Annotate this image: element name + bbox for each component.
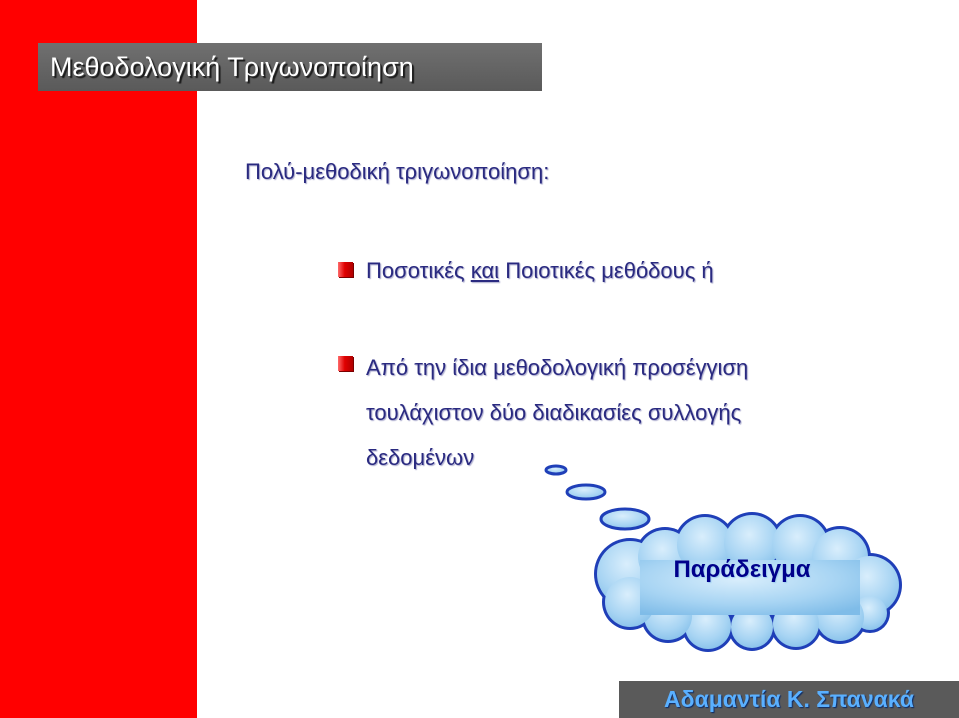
thought-bubble-medium	[567, 485, 605, 499]
callout-example-label[interactable]: Παράδειγμα	[673, 556, 811, 583]
slide-title: Μεθοδολογική Τριγωνοποίηση	[50, 51, 414, 82]
thought-bubble-small	[546, 466, 566, 474]
bullet-text: Από την ίδια μεθοδολογική προσέγγιση τουλάχιστον δύο διαδικασίες συλλογής δεδομένων	[366, 355, 749, 470]
bullet-text-part1: Ποσοτικές	[366, 258, 471, 283]
author-name: Αδαμαντία Κ. Σπανακά	[664, 686, 914, 712]
thought-bubble-large	[601, 509, 649, 529]
author-bar	[619, 681, 959, 718]
slide-heading: Πολύ-μεθοδική τριγωνοποίηση:	[245, 159, 550, 184]
bullet-text-underlined: και	[470, 258, 500, 283]
bullet-text-part2: Ποιοτικές μεθόδους ή	[499, 258, 714, 283]
